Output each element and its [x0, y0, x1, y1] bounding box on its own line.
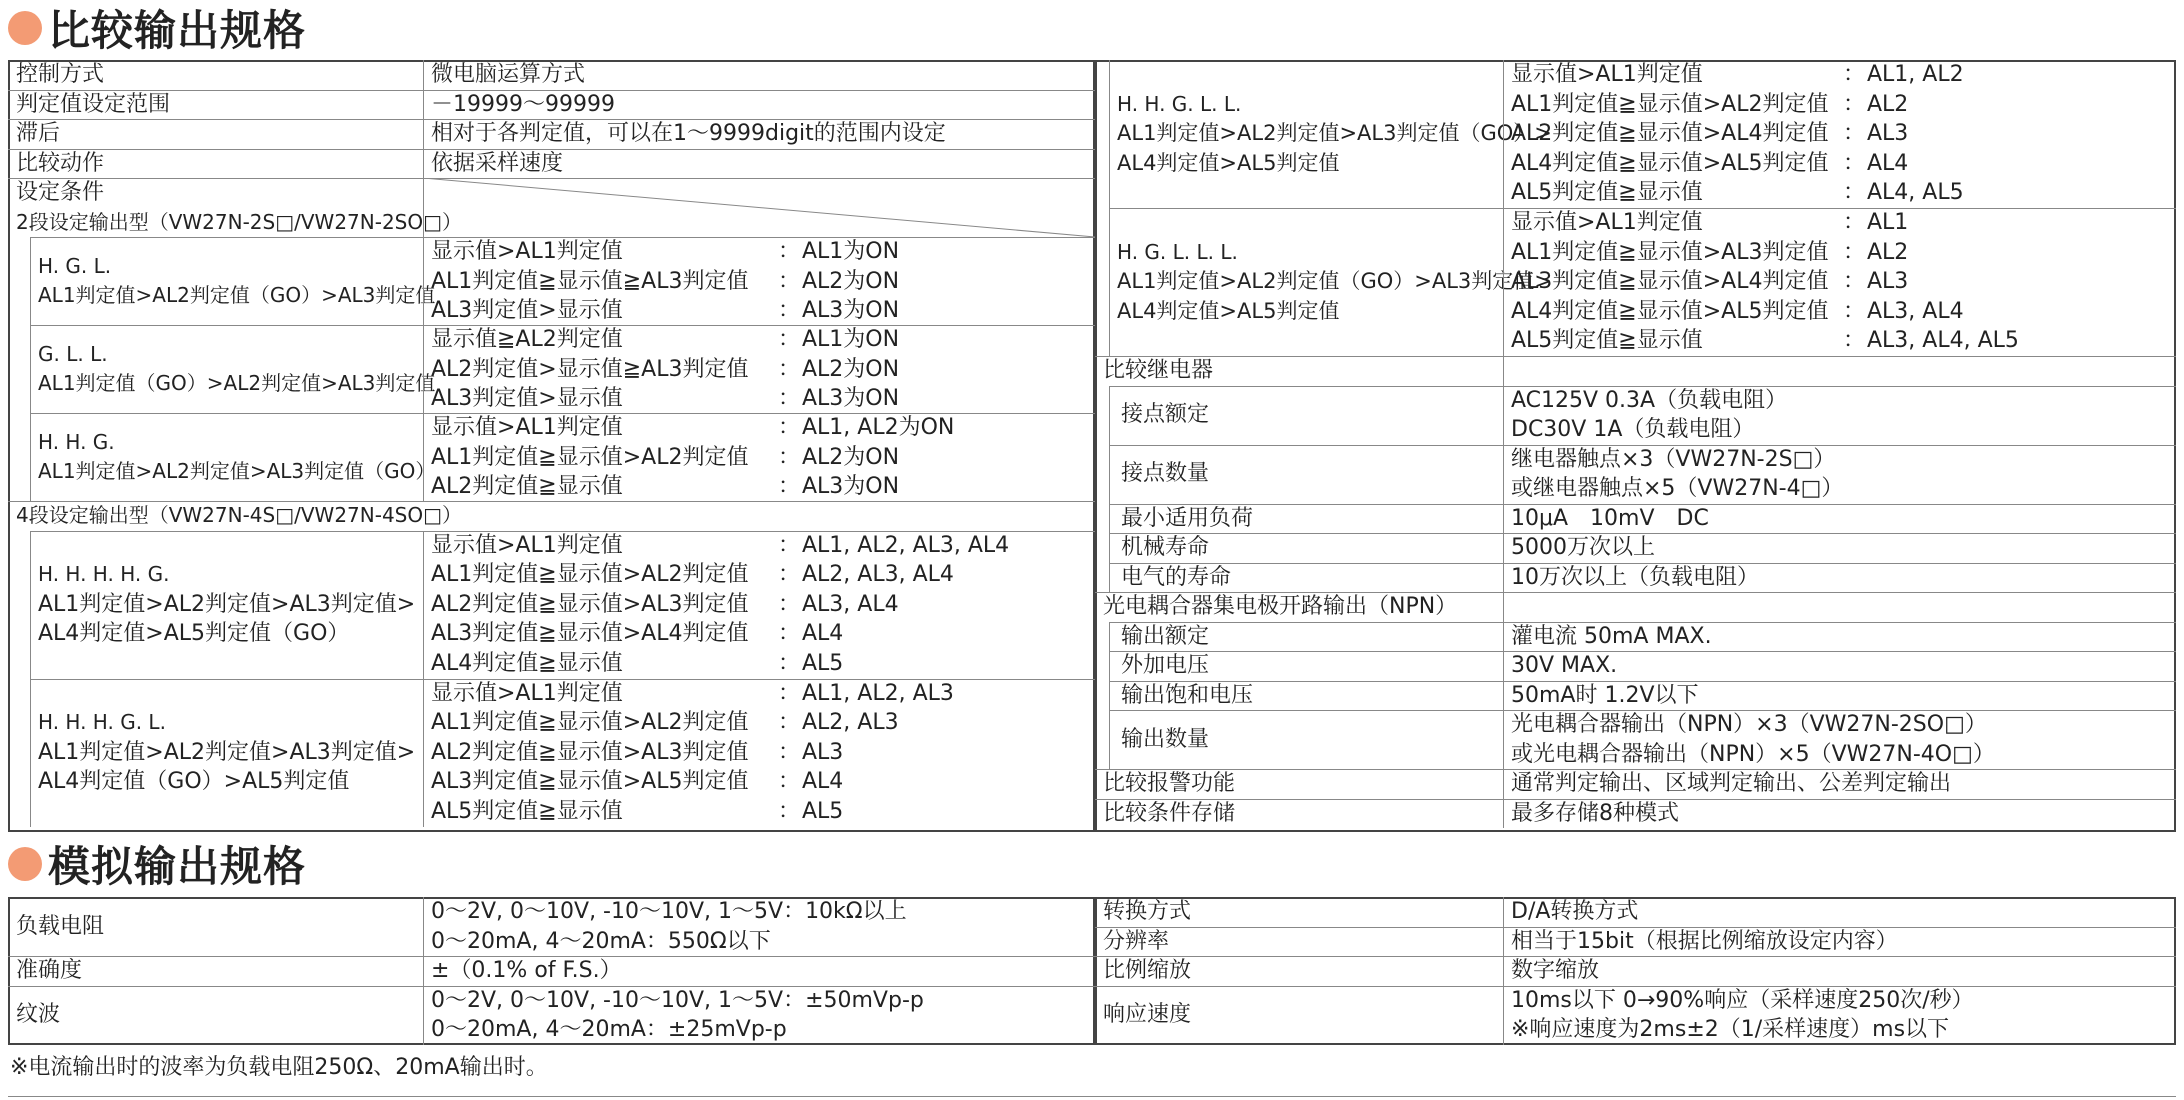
- spec-value: 或光电耦合器输出（NPN）×5（VW27N-4O□）: [1511, 741, 1995, 767]
- block-mode-desc: AL4判定值>AL5判定值: [1117, 298, 1340, 323]
- block-mode-name: H. H. H. H. G.: [38, 562, 170, 587]
- condition-colon: ：: [1843, 210, 1866, 235]
- column-divider: [1503, 651, 1504, 681]
- condition-output: AL2为ON: [802, 268, 900, 294]
- column-divider: [1503, 386, 1504, 445]
- spec-value: 0～20mA, 4～20mA：±25mVp-p: [431, 1017, 787, 1042]
- spec-label: 控制方式: [16, 62, 105, 87]
- spec-label: 机械寿命: [1121, 535, 1210, 560]
- column-divider: [1503, 799, 1504, 829]
- column-divider: [1503, 710, 1504, 769]
- spec-value: 相对于各判定值，可以在1～9999digit的范围内设定: [431, 121, 946, 146]
- condition-colon: ：: [778, 532, 801, 558]
- spec-label: 负载电阻: [16, 913, 105, 939]
- condition-colon: ：: [1843, 298, 1866, 324]
- condition-text: AL2判定值≧显示值: [431, 474, 623, 499]
- condition-text: 显示值>AL1判定值: [431, 532, 623, 558]
- bottom-rule: [8, 1096, 2176, 1097]
- condition-colon: ：: [778, 739, 801, 765]
- condition-text: AL4判定值≧显示值>AL5判定值: [1511, 150, 1829, 176]
- spec-value: 5000万次以上: [1511, 535, 1655, 560]
- condition-text: AL1判定值≧显示值>AL2判定值: [431, 710, 749, 735]
- spec-value: 数字缩放: [1511, 958, 1600, 983]
- condition-output: AL3为ON: [802, 474, 900, 499]
- block-mode-desc: AL1判定值>AL2判定值>AL3判定值（GO）: [38, 459, 436, 483]
- condition-output: AL3: [802, 739, 844, 765]
- condition-output: AL3为ON: [802, 298, 900, 323]
- condition-colon: ：: [1843, 150, 1866, 176]
- column-divider: [1109, 386, 1110, 593]
- condition-text: AL1判定值≧显示值>AL2判定值: [431, 562, 749, 587]
- spec-label: 最小适用负荷: [1121, 505, 1254, 531]
- condition-colon: ：: [778, 444, 801, 470]
- condition-output: AL1: [1867, 210, 1909, 235]
- npn-section-label: 光电耦合器集电极开路输出（NPN）: [1103, 594, 1458, 619]
- block-mode-desc: AL1判定值>AL2判定值>AL3判定值（GO）>: [1117, 121, 1552, 146]
- condition-output: AL2为ON: [802, 444, 900, 470]
- condition-output: AL3为ON: [802, 386, 900, 411]
- spec-label: 纹波: [16, 1002, 61, 1028]
- condition-text: AL2判定值≧显示值>AL3判定值: [431, 739, 749, 765]
- condition-output: AL1为ON: [802, 327, 900, 352]
- condition-colon: ：: [778, 298, 801, 323]
- spec-value: 灌电流 50mA MAX.: [1511, 623, 1712, 649]
- condition-text: 显示值>AL1判定值: [431, 415, 623, 440]
- condition-output: AL5: [802, 650, 844, 676]
- spec-label: 响应速度: [1103, 1002, 1192, 1028]
- column-divider: [423, 237, 424, 325]
- block-mode-desc: AL4判定值>AL5判定值（GO）: [38, 621, 350, 647]
- column-divider: [30, 531, 31, 827]
- column-divider: [1503, 622, 1504, 652]
- column-divider: [423, 325, 424, 413]
- condition-colon: ：: [778, 710, 801, 735]
- condition-colon: ：: [778, 621, 801, 646]
- section-title-comparison: 比较输出规格: [8, 2, 306, 54]
- spec-value: 依据采样速度: [431, 150, 564, 176]
- condition-output: AL2, AL3, AL4: [802, 562, 954, 587]
- column-divider: [1503, 681, 1504, 711]
- spec-value: 或继电器触点×5（VW27N-4□）: [1511, 476, 1844, 501]
- condition-colon: ：: [1843, 91, 1866, 117]
- condition-text: AL3判定值>显示值: [431, 386, 623, 411]
- column-divider: [1503, 769, 1504, 799]
- relay-section-label: 比较继电器: [1103, 358, 1214, 383]
- spec-label: 判定值设定范围: [16, 91, 171, 117]
- condition-output: AL3, AL4, AL5: [1867, 328, 2019, 353]
- condition-output: AL3: [1867, 269, 1909, 294]
- condition-output: AL2, AL3: [802, 710, 899, 735]
- footnote: ※电流输出时的波率为负载电阻250Ω、20mA输出时。: [10, 1055, 548, 1080]
- condition-text: AL5判定值≧显示值: [431, 798, 623, 824]
- block-mode-desc: AL1判定值>AL2判定值>AL3判定值>: [38, 591, 416, 617]
- condition-text: 显示值>AL1判定值: [1511, 62, 1703, 87]
- spec-label: 比较报警功能: [1103, 771, 1236, 796]
- spec-value: D/A转换方式: [1511, 899, 1639, 924]
- condition-colon: ：: [778, 650, 801, 676]
- condition-output: AL4, AL5: [1867, 180, 1964, 205]
- condition-output: AL2: [1867, 91, 1909, 117]
- comparison-spec-table-right: [1095, 60, 2176, 832]
- condition-output: AL3: [1867, 121, 1909, 146]
- condition-output: AL5: [802, 798, 844, 824]
- condition-colon: ：: [1843, 62, 1866, 87]
- condition-text: AL2判定值≧显示值>AL4判定值: [1511, 121, 1829, 146]
- type4-label: 4段设定输出型（VW27N-4S□/VW27N-4SO□）: [16, 503, 463, 527]
- condition-output: AL1, AL2为ON: [802, 415, 955, 440]
- condition-colon: ：: [778, 591, 801, 617]
- spec-label: 接点额定: [1121, 402, 1210, 428]
- block-mode-desc: AL1判定值>AL2判定值（GO）>AL3判定值: [38, 283, 436, 307]
- spec-label: 比例缩放: [1103, 958, 1192, 983]
- column-divider: [423, 531, 424, 679]
- spec-value: 光电耦合器输出（NPN）×3（VW27N-2SO□）: [1511, 712, 1987, 737]
- spec-value: －19999～99999: [431, 91, 615, 117]
- condition-colon: ：: [778, 474, 801, 499]
- condition-text: AL1判定值≧显示值>AL2判定值: [431, 444, 749, 470]
- condition-colon: ：: [778, 268, 801, 294]
- column-divider: [423, 413, 424, 501]
- block-mode-name: G. L. L.: [38, 341, 108, 366]
- column-divider: [1503, 563, 1504, 593]
- condition-text: AL2判定值>显示值≧AL3判定值: [431, 356, 749, 382]
- block-mode-desc: AL4判定值（GO）>AL5判定值: [38, 769, 350, 795]
- spec-value: 继电器触点×3（VW27N-2S□）: [1511, 446, 1836, 472]
- spec-label: 分辨率: [1103, 928, 1170, 954]
- spec-value: 10万次以上（负载电阻）: [1511, 564, 1759, 590]
- block-mode-desc: AL1判定值>AL2判定值（GO）>AL3判定值>: [1117, 269, 1552, 294]
- column-divider: [1503, 208, 1504, 356]
- condition-text: AL3判定值>显示值: [431, 298, 623, 323]
- spec-value: 10μA 10mV DC: [1511, 505, 1709, 531]
- column-divider: [1503, 592, 1504, 622]
- condition-colon: ：: [778, 769, 801, 794]
- condition-output: AL4: [802, 621, 844, 646]
- spec-label: 准确度: [16, 958, 83, 983]
- spec-label: 比较动作: [16, 150, 105, 176]
- analog-spec-table-right: [1095, 897, 2176, 1045]
- condition-text: AL5判定值≧显示值: [1511, 180, 1703, 205]
- spec-value: 10ms以下 0→90%响应（采样速度250次/秒）: [1511, 987, 1974, 1013]
- condition-colon: ：: [1843, 328, 1866, 353]
- spec-value: 最多存储8种模式: [1511, 800, 1679, 826]
- block-mode-name: H. H. G. L. L.: [1117, 91, 1242, 116]
- column-divider: [423, 679, 424, 827]
- block-mode-desc: AL4判定值>AL5判定值: [1117, 150, 1340, 175]
- column-divider: [1503, 356, 1504, 386]
- spec-value: DC30V 1A（负载电阻）: [1511, 417, 1755, 442]
- column-divider: [30, 237, 31, 501]
- spec-label: 外加电压: [1121, 653, 1210, 678]
- block-mode-desc: AL1判定值>AL2判定值>AL3判定值>: [38, 739, 416, 765]
- spec-label: 接点数量: [1121, 461, 1210, 487]
- spec-value: 相当于15bit（根据比例缩放设定内容）: [1511, 928, 1898, 954]
- condition-text: AL4判定值≧显示值: [431, 650, 623, 676]
- condition-colon: ：: [778, 415, 801, 440]
- condition-colon: ：: [778, 239, 801, 264]
- spec-value: 50mA时 1.2V以下: [1511, 682, 1699, 708]
- spec-value: 0～20mA, 4～20mA：550Ω以下: [431, 928, 771, 954]
- condition-text: 显示值>AL1判定值: [431, 680, 623, 706]
- column-divider: [1503, 897, 1504, 1045]
- condition-colon: ：: [778, 562, 801, 587]
- condition-text: AL4判定值≧显示值>AL5判定值: [1511, 298, 1829, 324]
- condition-output: AL1, AL2, AL3: [802, 680, 954, 706]
- spec-label: 比较条件存储: [1103, 800, 1236, 826]
- column-divider: [423, 897, 424, 1045]
- spec-value: 通常判定输出、区域判定输出、公差判定输出: [1511, 771, 1952, 796]
- analog-spec-table-left: [8, 897, 1095, 1045]
- type2-label: 2段设定输出型（VW27N-2S□/VW27N-2SO□）: [16, 209, 463, 234]
- spec-label: 滞后: [16, 121, 61, 146]
- condition-colon: ：: [1843, 121, 1866, 146]
- spec-value: AC125V 0.3A（负载电阻）: [1511, 387, 1788, 413]
- condition-text: 显示值≧AL2判定值: [431, 327, 623, 352]
- block-mode-name: H. G. L.: [38, 253, 112, 278]
- condition-output: AL4: [1867, 150, 1909, 176]
- column-divider: [1503, 504, 1504, 534]
- condition-colon: ：: [1843, 239, 1866, 265]
- condition-text: AL1判定值≧显示值≧AL3判定值: [431, 268, 749, 294]
- diagonal-divider: [423, 178, 1095, 237]
- spec-value: 0～2V, 0～10V, -10～10V, 1～5V：±50mVp-p: [431, 987, 924, 1013]
- column-divider: [1503, 60, 1504, 208]
- column-divider: [1109, 622, 1110, 770]
- block-mode-name: H. H. G.: [38, 429, 115, 454]
- spec-label: 输出饱和电压: [1121, 682, 1254, 708]
- block-mode-desc: AL1判定值（GO）>AL2判定值>AL3判定值: [38, 371, 436, 395]
- condition-output: AL1, AL2, AL3, AL4: [802, 532, 1010, 558]
- condition-text: 显示值>AL1判定值: [1511, 210, 1703, 235]
- bullet-dot-icon: [8, 11, 42, 45]
- column-divider: [1503, 445, 1504, 504]
- condition-colon: ：: [1843, 180, 1866, 205]
- spec-value: ※响应速度为2ms±2（1/采样速度）ms以下: [1511, 1017, 1950, 1042]
- block-mode-name: H. H. H. G. L.: [38, 710, 166, 735]
- condition-output: AL1, AL2: [1867, 62, 1964, 87]
- condition-colon: ：: [778, 680, 801, 706]
- spec-value: 微电脑运算方式: [431, 62, 586, 87]
- bullet-dot-icon: [8, 847, 42, 881]
- spec-value: 30V MAX.: [1511, 653, 1618, 678]
- condition-colon: ：: [778, 798, 801, 824]
- condition-output: AL2: [1867, 239, 1909, 265]
- row-divider: [1109, 651, 2176, 652]
- condition-colon: ：: [778, 356, 801, 382]
- condition-colon: ：: [1843, 269, 1866, 294]
- comparison-spec-table-left: [8, 60, 1095, 832]
- condition-text: AL2判定值≧显示值>AL3判定值: [431, 591, 749, 617]
- condition-text: AL3判定值≧显示值>AL5判定值: [431, 769, 749, 794]
- condition-text: AL3判定值≧显示值>AL4判定值: [431, 621, 749, 646]
- condition-text: AL1判定值≧显示值>AL3判定值: [1511, 239, 1829, 265]
- row-divider: [1095, 956, 2176, 957]
- column-divider: [1109, 60, 1110, 356]
- spec-value: ±（0.1% of F.S.）: [431, 958, 622, 983]
- spec-label: 转换方式: [1103, 899, 1192, 924]
- spec-label: 输出数量: [1121, 726, 1210, 752]
- section-title-analog: 模拟输出规格: [8, 838, 306, 890]
- condition-text: 显示值>AL1判定值: [431, 239, 623, 264]
- condition-header-label: 设定条件: [16, 180, 105, 205]
- condition-text: AL5判定值≧显示值: [1511, 328, 1703, 353]
- column-divider: [1503, 533, 1504, 563]
- condition-output: AL1为ON: [802, 239, 900, 264]
- condition-output: AL2为ON: [802, 356, 900, 382]
- row-divider: [1095, 356, 2176, 357]
- condition-output: AL4: [802, 769, 844, 794]
- column-divider: [423, 60, 424, 178]
- condition-output: AL3, AL4: [802, 591, 899, 617]
- spec-label: 电气的寿命: [1121, 564, 1232, 590]
- condition-text: AL3判定值≧显示值>AL4判定值: [1511, 269, 1829, 294]
- condition-output: AL3, AL4: [1867, 298, 1964, 324]
- spec-label: 输出额定: [1121, 623, 1210, 649]
- condition-text: AL1判定值≧显示值>AL2判定值: [1511, 91, 1829, 117]
- block-mode-name: H. G. L. L. L.: [1117, 239, 1238, 264]
- condition-colon: ：: [778, 386, 801, 411]
- condition-colon: ：: [778, 327, 801, 352]
- spec-value: 0～2V, 0～10V, -10～10V, 1～5V：10kΩ以上: [431, 899, 907, 924]
